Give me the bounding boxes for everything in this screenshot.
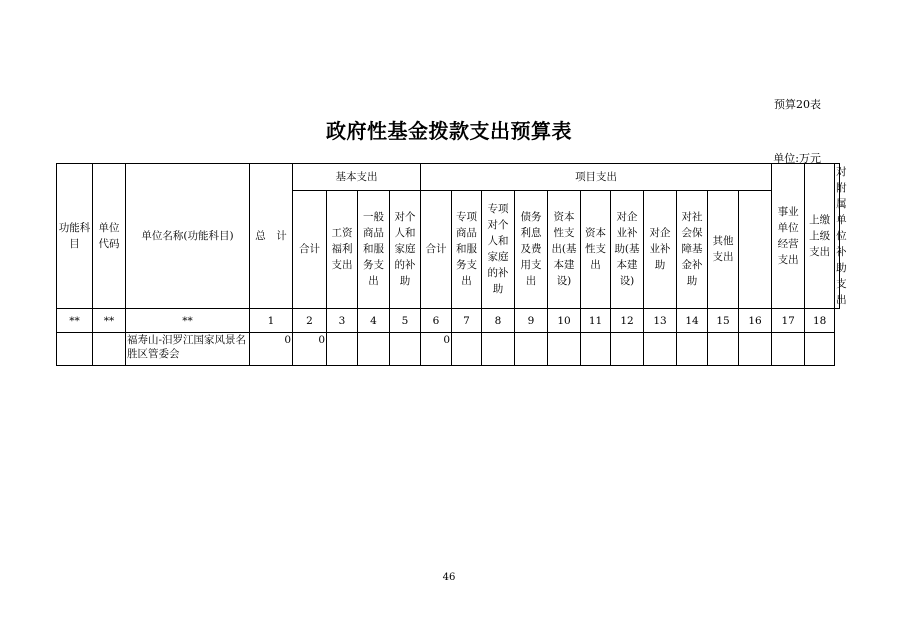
index-cell: 10 [548, 309, 581, 333]
index-cell: 9 [515, 309, 548, 333]
index-cell: 1 [250, 309, 293, 333]
budget-table [56, 163, 847, 366]
header-capital: 资本性支出 [581, 190, 611, 308]
header-debt: 债务利息及费用支出 [515, 190, 548, 308]
header-project-subtotal: 合计 [421, 190, 452, 308]
header-individual: 对个人和家庭的补助 [390, 190, 421, 308]
index-cell: 14 [677, 309, 708, 333]
row-social-security [677, 333, 708, 366]
row-debt [515, 333, 548, 366]
row-func-subject [57, 333, 93, 366]
header-unit-name: 单位名称(功能科目) [126, 164, 250, 309]
row-other [708, 333, 739, 366]
index-cell: ** [93, 309, 126, 333]
row-capital-basic [548, 333, 581, 366]
row-project-subtotal: 0 [421, 333, 452, 366]
row-unit-code [93, 333, 126, 366]
index-cell: 8 [482, 309, 515, 333]
row-capital [581, 333, 611, 366]
row-operating [739, 333, 772, 366]
index-cell: 6 [421, 309, 452, 333]
row-upper-pay [772, 333, 805, 366]
header-total: 总 计 [250, 164, 293, 309]
row-individual [390, 333, 421, 366]
index-cell: 16 [739, 309, 772, 333]
row-unit-name: 福寿山-汨罗江国家风景名胜区管委会 [126, 333, 250, 366]
header-capital-basic: 资本性支出(基本建设) [548, 190, 581, 308]
header-other: 其他支出 [708, 190, 739, 308]
index-cell: 17 [772, 309, 805, 333]
index-cell: ** [126, 309, 250, 333]
header-project-group: 项目支出 [421, 164, 772, 191]
header-unit-code: 单位代码 [93, 164, 126, 309]
header-subsidiary: 对附属单位补助支出 [835, 164, 840, 309]
index-cell: 11 [581, 309, 611, 333]
row-subsidiary [805, 333, 835, 366]
header-operating: 事业单位经营支出 [772, 164, 805, 309]
index-cell: 13 [644, 309, 677, 333]
row-enterprise [644, 333, 677, 366]
page-number: 46 [442, 572, 456, 583]
header-basic-subtotal: 合计 [293, 190, 327, 308]
index-cell: 3 [327, 309, 358, 333]
row-total: 0 [250, 333, 293, 366]
index-cell: 12 [611, 309, 644, 333]
header-salary: 工资福利支出 [327, 190, 358, 308]
index-cell: 5 [390, 309, 421, 333]
header-func-subject: 功能科目 [57, 164, 93, 309]
row-special-goods [452, 333, 482, 366]
header-enterprise: 对企业补助 [644, 190, 677, 308]
index-cell: 15 [708, 309, 739, 333]
table-number: 预算20表 [774, 98, 821, 111]
page-title: 政府性基金拨款支出预算表 [326, 119, 572, 143]
header-enterprise-basic: 对企业补助(基本建设) [611, 190, 644, 308]
row-salary [327, 333, 358, 366]
header-special-goods: 专项商品和服务支出 [452, 190, 482, 308]
index-cell: ** [57, 309, 93, 333]
header-social-security: 对社会保障基金补助 [677, 190, 708, 308]
index-cell: 7 [452, 309, 482, 333]
index-cell: 2 [293, 309, 327, 333]
row-goods [358, 333, 390, 366]
index-cell: 18 [805, 309, 835, 333]
unit-label: 单位:万元 [773, 152, 821, 165]
table-row [57, 333, 840, 366]
header-goods: 一般商品和服务支出 [358, 190, 390, 308]
header-basic-group: 基本支出 [293, 164, 421, 191]
header-special-individual: 专项对个人和家庭的补助 [482, 190, 515, 308]
row-special-individual [482, 333, 515, 366]
row-enterprise-basic [611, 333, 644, 366]
row-basic-subtotal: 0 [293, 333, 327, 366]
header-upper-pay: 上缴上级支出 [805, 164, 835, 309]
index-cell: 4 [358, 309, 390, 333]
